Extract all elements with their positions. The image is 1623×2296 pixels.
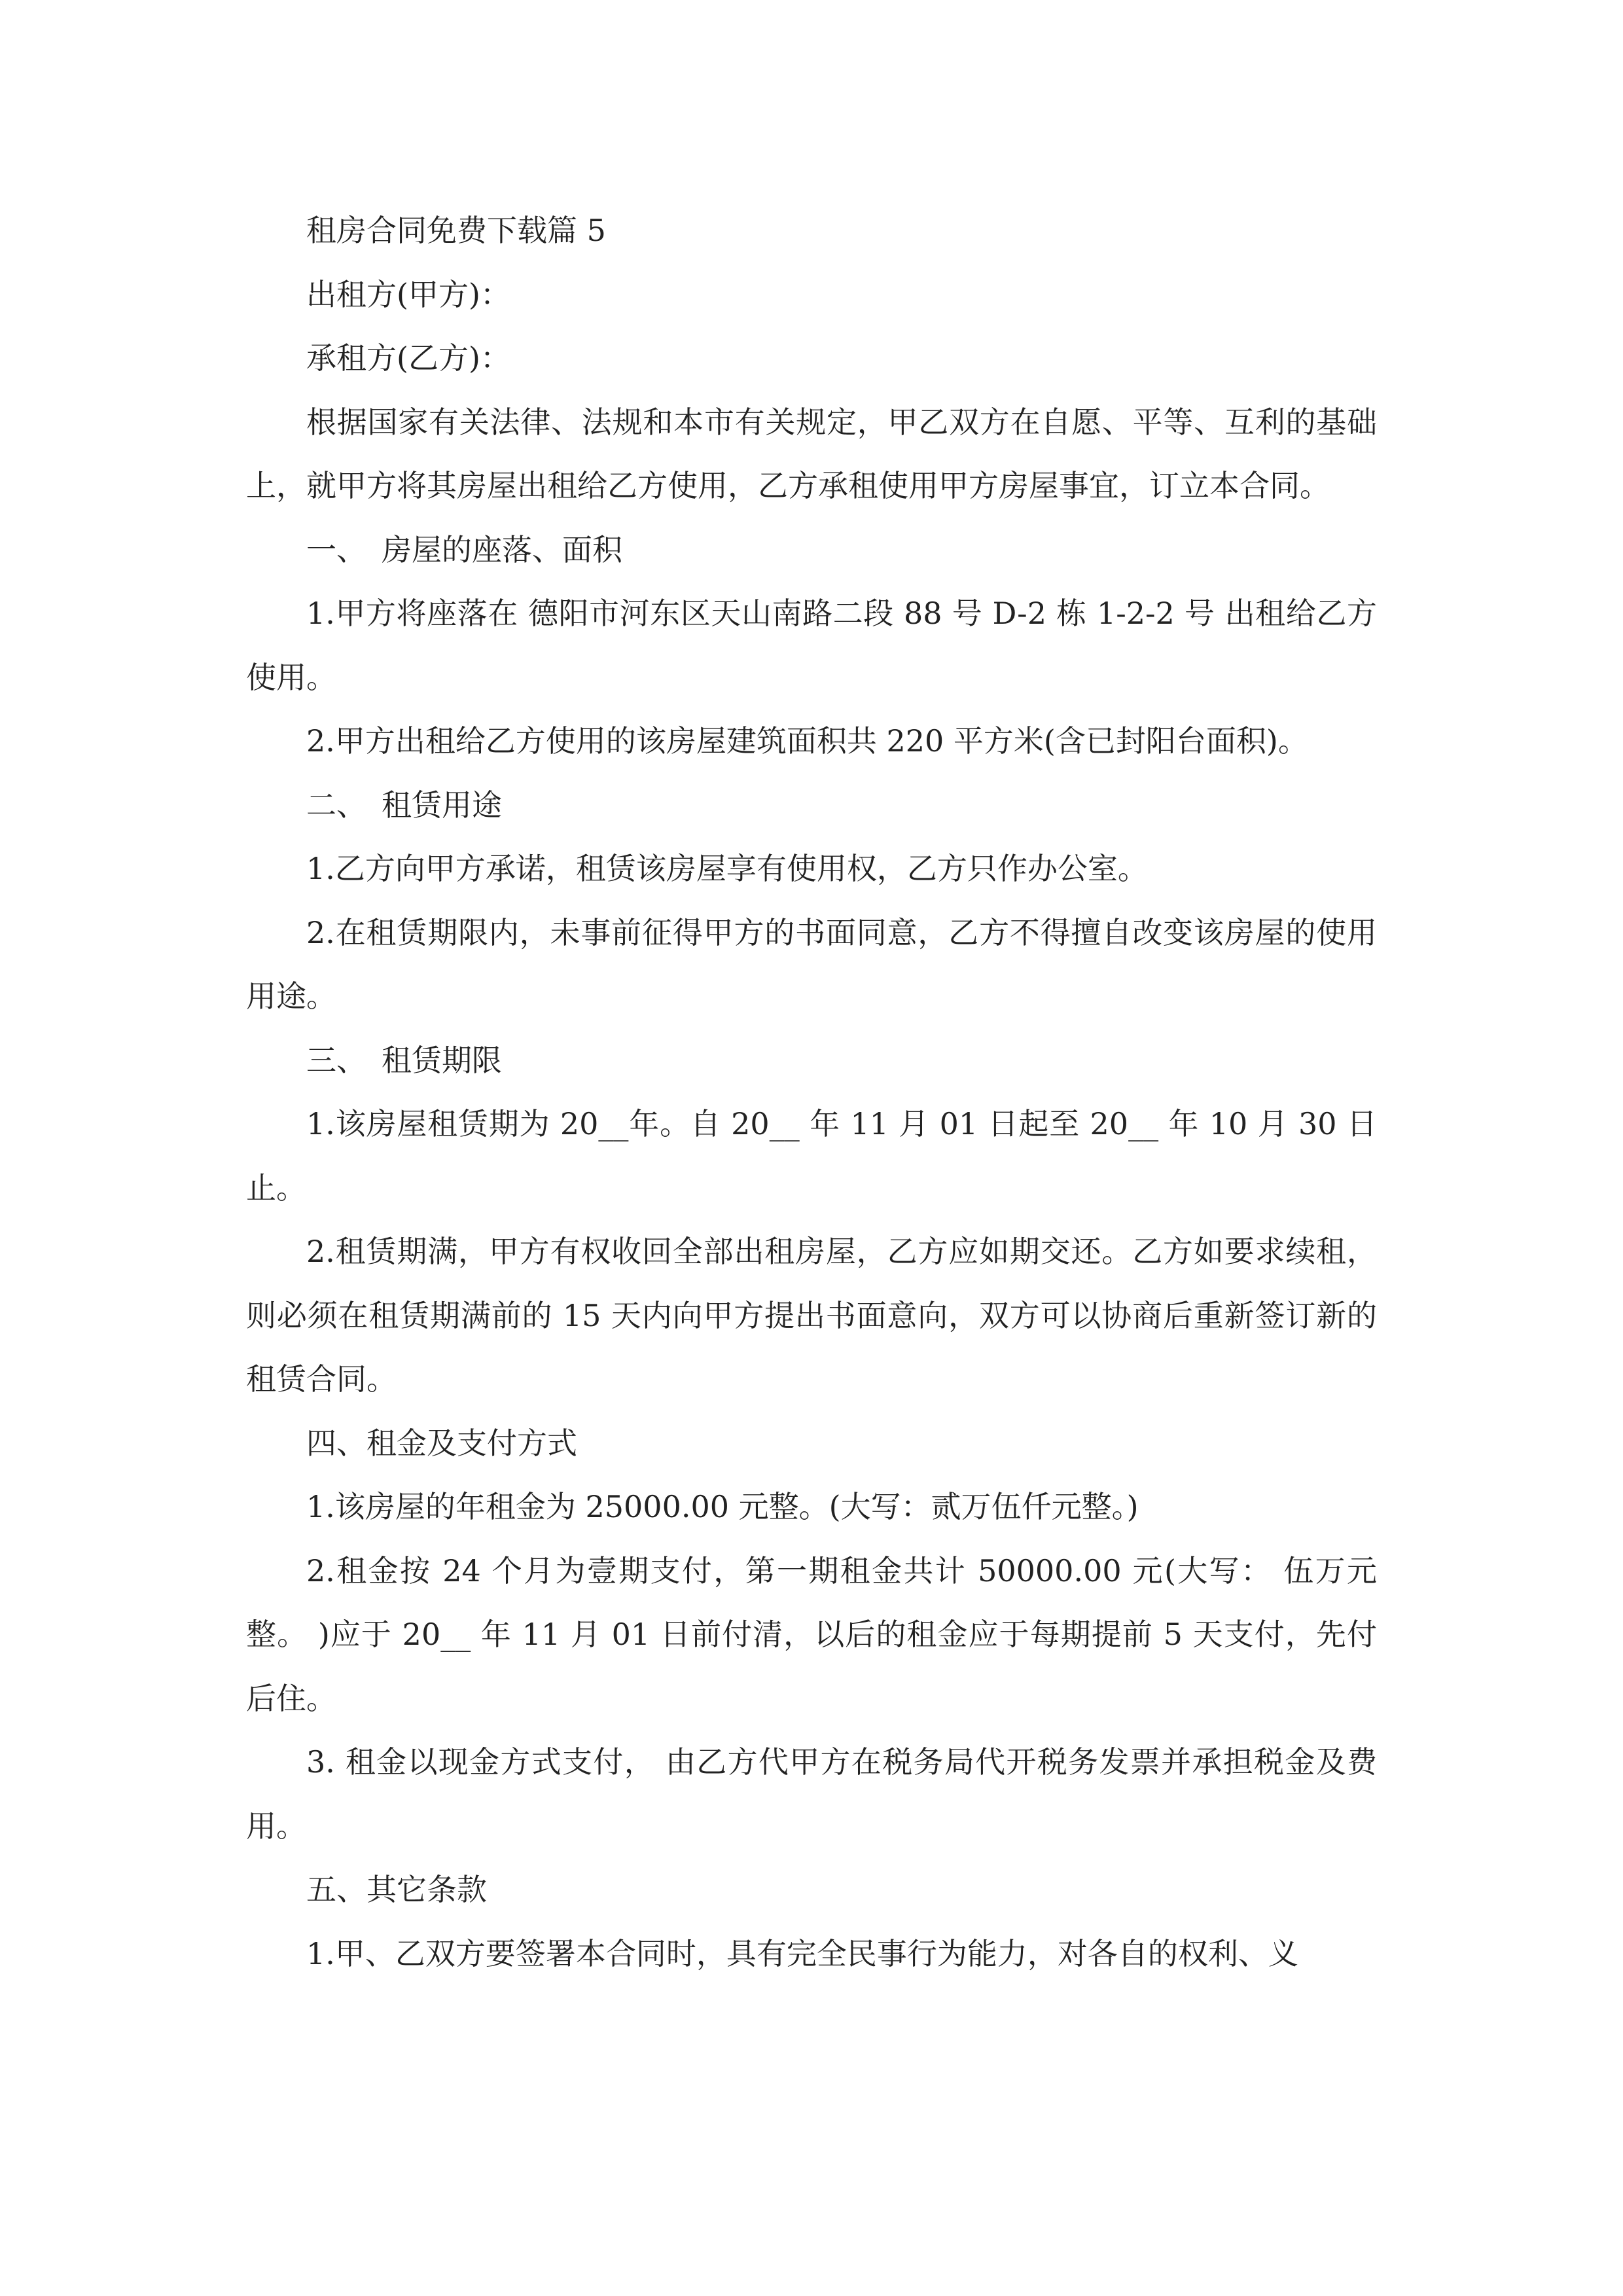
clause-1-1: 1.甲方将座落在 德阳市河东区天山南路二段 88 号 D-2 栋 1-2-2 号 出租给乙方使用。 xyxy=(246,596,1377,695)
clause-5-1: 1.甲、乙双方要签署本合同时，具有完全民事行为能力，对各自的权利、义 xyxy=(306,1935,1298,1971)
section-heading-5: 五、其它条款 xyxy=(306,1872,487,1907)
document-body xyxy=(246,199,1377,1986)
preamble-paragraph: 根据国家有关法律、法规和本市有关规定，甲乙双方在自愿、平等、互利的基础上，就甲方将其房屋出租给乙方使用，乙方承租使用甲方房屋事宜，订立本合同。 xyxy=(246,404,1377,503)
section-heading-4: 四、租金及支付方式 xyxy=(306,1425,577,1461)
section-heading-1: 一、 房屋的座落、面积 xyxy=(306,531,622,567)
clause-3-1: 1.该房屋租赁期为 20__年。自 20__ 年 11 月 01 日起至 20__ 年 10 月 30 日止。 xyxy=(246,1106,1377,1206)
clause-4-2: 2.租金按 24 个月为壹期支付，第一期租金共计 50000.00 元(大写： 伍万元整。 )应于 20__ 年 11 月 01 日前付清，以后的租金应于每期提前 5 天支付，先付后住。 xyxy=(246,1552,1377,1716)
clause-1-2: 2.甲方出租给乙方使用的该房屋建筑面积共 220 平方米(含已封阳台面积)。 xyxy=(306,723,1308,759)
section-heading-2: 二、 租赁用途 xyxy=(306,787,502,823)
clause-3-2: 2.租赁期满，甲方有权收回全部出租房屋，乙方应如期交还。乙方如要求续租，则必须在租赁期满前的 15 天内向甲方提出书面意向，双方可以协商后重新签订新的租赁合同。 xyxy=(246,1234,1377,1397)
clause-2-1: 1.乙方向甲方承诺，租赁该房屋享有使用权，乙方只作办公室。 xyxy=(306,851,1148,886)
clause-2-2: 2.在租赁期限内，未事前征得甲方的书面同意，乙方不得擅自改变该房屋的使用用途。 xyxy=(246,914,1377,1014)
section-heading-3: 三、 租赁期限 xyxy=(306,1042,502,1078)
document-title: 租房合同免费下载篇 5 xyxy=(306,213,606,248)
lessee-line: 承租方(乙方)： xyxy=(306,340,510,376)
clause-4-3: 3. 租金以现金方式支付， 由乙方代甲方在税务局代开税务发票并承担税金及费用。 xyxy=(246,1744,1377,1844)
lessor-line: 出租方(甲方)： xyxy=(306,276,510,312)
clause-4-1: 1.该房屋的年租金为 25000.00 元整。(大写：贰万伍仟元整。) xyxy=(306,1489,1139,1524)
